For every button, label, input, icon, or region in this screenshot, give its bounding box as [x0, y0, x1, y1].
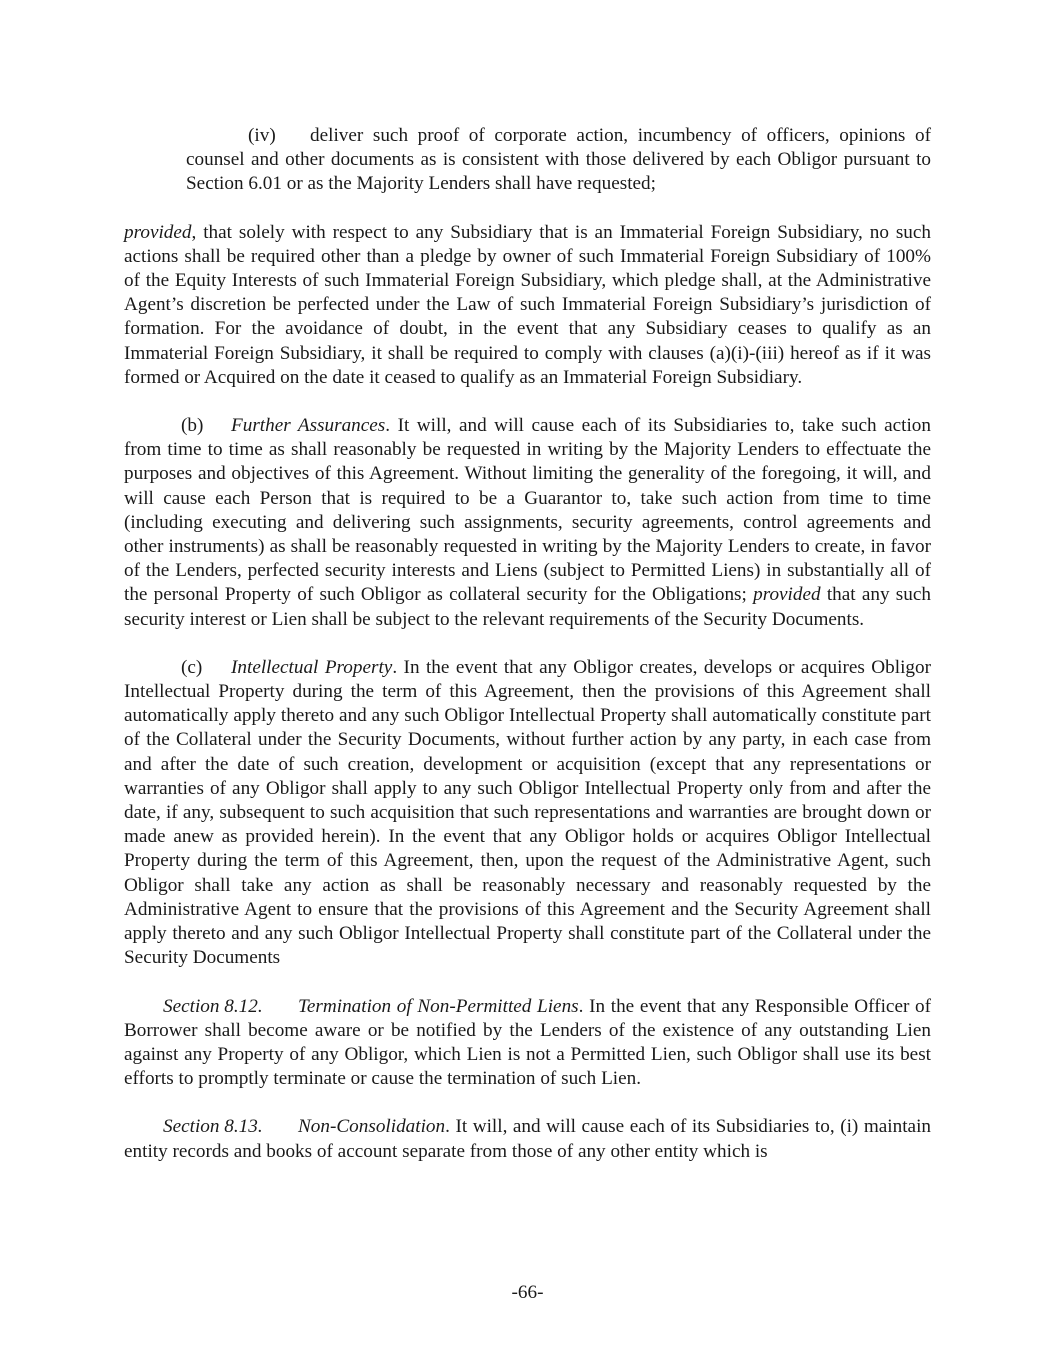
clause-iv-label: (iv)	[248, 125, 276, 146]
section-8-12-text: . In the event that any Responsible Officer of Borrower shall become aware or be notified by the Lenders of the existence of any outstanding Lien against any Property of any Obligor, which Lien is not a Permitted Lien, such Obligor shall use its best efforts to promptly terminate or cause the termination of such Lien.	[124, 995, 931, 1090]
section-b-paragraph	[124, 414, 931, 632]
document-body	[124, 124, 931, 1164]
page-number: -66-	[511, 1282, 544, 1303]
section-c-label: (c)	[181, 656, 203, 678]
section-c-heading: Intellectual Property	[231, 656, 393, 678]
section-8-12-paragraph	[124, 995, 931, 1092]
clause-iv-text: deliver such proof of corporate action, incumbency of officers, opinions of counsel and other documents as is consistent with those delivered by each Obligor pursuant to Section 6.01 or as the Majority Lenders shall have requested;	[186, 125, 931, 195]
section-8-13-number: Section 8.13.	[163, 1116, 263, 1138]
section-c-text: . In the event that any Obligor creates, develops or acquires Obligor Intellectual Property during the term of this Agreement, then the provisions of this Agreement shall automatically apply thereto and any such Obligor Intellectual Property shall automatically constitute part of the Collateral under the Security Documents, without further action by any party, in each case from and after the date of such creation, development or acquisition (except that any representations or warranties of any Obligor shall apply to any such Obligor Intellectual Property only from and after the date, if any, subsequent to such acquisition that such representations and warranties are brought down or made anew as provided herein). In the event that any Obligor holds or acquires Obligor Intellectual Property during the term of this Agreement, then, upon the request of the Administrative Agent, such Obligor shall take any action as shall be reasonably necessary and reasonably requested by the Administrative Agent to ensure that the provisions of this Agreement and the Security Agreement shall apply thereto and any such Obligor Intellectual Property shall constitute part of the Collateral under the Security Documents	[124, 656, 931, 969]
section-8-12-heading: Termination of Non-Permitted Liens	[298, 995, 579, 1017]
proviso-text: , that solely with respect to any Subsidiary that is an Immaterial Foreign Subsidiary, no such actions shall be required other than a pledge by owner of such Immaterial Foreign Subsidiary of 100% of the Equity Interests of such Immaterial Foreign Subsidiary, which pledge shall, at the Administrative Agent’s discretion be perfected under the Law of such Immaterial Foreign Subsidiary’s jurisdiction of formation. For the avoidance of doubt, in the event that any Subsidiary ceases to qualify as an Immaterial Foreign Subsidiary, it shall be required to comply with clauses (a)(i)-(iii) hereof as if it was formed or Acquired on the date it ceased to qualify as an Immaterial Foreign Subsidiary.	[124, 221, 931, 388]
section-8-13-paragraph	[124, 1115, 931, 1163]
section-8-13-text: . It will, and will cause each of its Subsidiaries to, (i) maintain entity records and books of account separate from those of any other entity which is	[124, 1116, 931, 1162]
section-b-text-1: . It will, and will cause each of its Subsidiaries to, take such action from time to time as shall reasonably be requested in writing by the Majority Lenders to effectuate the purposes and objectives of this Agreement. Without limiting the generality of the foregoing, it will, and will cause each Person that is required to be a Guarantor to, take such action from time to time (including executing and delivering such assignments, security agreements, control agreements and other instruments) as shall be reasonably requested in writing by the Majority Lenders to create, in favor of the Lenders, perfected security interests and Liens (subject to Permitted Liens) in substantially all of the personal Property of such Obligor as collateral security for the Obligations;	[124, 415, 931, 606]
section-c-paragraph	[124, 656, 931, 971]
section-8-13-heading: Non-Consolidation	[298, 1116, 446, 1138]
section-b-label: (b)	[181, 415, 204, 437]
section-b-italic-2: provided	[753, 584, 821, 606]
proviso-lead: provided	[124, 221, 192, 243]
section-b-text-2: that any such security interest or Lien shall be subject to the relevant requirements of the Security Documents.	[124, 584, 931, 630]
section-b-heading: Further Assurances	[231, 415, 386, 437]
clause-iv	[186, 124, 931, 197]
section-8-12-number: Section 8.12.	[163, 995, 263, 1017]
proviso-paragraph	[124, 221, 931, 390]
